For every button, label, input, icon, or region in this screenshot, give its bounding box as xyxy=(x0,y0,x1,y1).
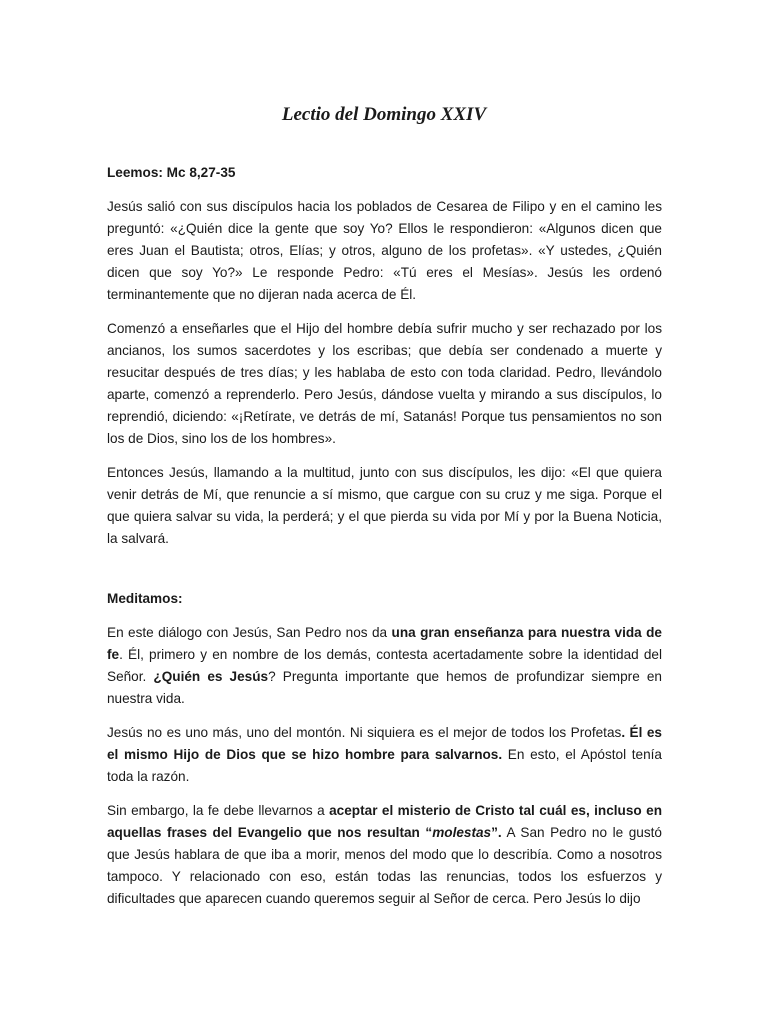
paragraph xyxy=(107,722,662,788)
text-run: En esto, el Apóstol tenía toda la razón. xyxy=(107,747,662,784)
text-run: Jesús no es uno más, uno del montón. Ni siquiera es el mejor de todos los Profetas xyxy=(107,725,622,740)
paragraph: Entonces Jesús, llamando a la multitud, junto con sus discípulos, les dijo: «El que quiera venir detrás de Mí, que renuncie a sí mismo, que cargue con su cruz y me siga. Porque el que quiera salvar su vida, la perderá; y el que pierda su vida por Mí y por la Buena Noticia, la salvará. xyxy=(107,465,662,546)
bold-text: ¿Quién es Jesús xyxy=(153,669,269,684)
italic-text: molestas xyxy=(432,825,492,840)
paragraph: Comenzó a enseñarles que el Hijo del hombre debía sufrir mucho y ser rechazado por los ancianos, los sumos sacerdotes y los escribas; que debía ser condenado a muerte y resucitar después de tres días; y les hablaba de esto con toda claridad. Pedro, llevándolo aparte, comenzó a reprenderlo. Pero Jesús, dándose vuelta y mirando a sus discípulos, lo reprendió, diciendo: «¡Retírate, ve detrás de mí, Satanás! Porque tus pensamientos no son los de Dios, sino los de los hombres». xyxy=(107,321,662,446)
paragraph xyxy=(107,800,662,910)
paragraph xyxy=(107,622,662,710)
bold-text: ”. xyxy=(491,825,502,840)
bold-text: . Él es el mismo Hijo de Dios que se hizo hombre para salvarnos. xyxy=(107,725,662,762)
section-heading-leemos: Leemos: Mc 8,27-35 xyxy=(107,165,236,180)
bold-italic-text xyxy=(432,825,491,840)
paragraph: Jesús salió con sus discípulos hacia los poblados de Cesarea de Filipo y en el camino les preguntó: «¿Quién dice la gente que soy Yo? Ellos le respondieron: «Algunos dicen que eres Juan el Bautista; otros, Elías; y otros, alguno de los profetas». «Y ustedes, ¿Quién dicen que soy Yo?» Le responde Pedro: «Tú eres el Mesías». Jesús les ordenó terminantemente que no dijeran nada acerca de Él. xyxy=(107,199,662,302)
document-title: Lectio del Domingo XXIV xyxy=(281,104,487,125)
text-run: En este diálogo con Jesús, San Pedro nos da xyxy=(107,625,392,640)
document-body xyxy=(107,162,662,922)
section-heading-meditamos: Meditamos: xyxy=(107,591,183,606)
bold-text: aceptar el misterio de Cristo tal cuál es, incluso en aquellas frases del Evangelio que nos resultan “ xyxy=(107,803,663,840)
text-run: . Él, primero y en nombre de los demás, contesta acertadamente sobre la identidad del Señor. xyxy=(107,647,662,684)
section-spacer xyxy=(107,562,662,588)
text-run: A San Pedro no le gustó que Jesús hablara de que iba a morir, menos del modo que lo describía. Como a nosotros tampoco. Y relacionado con eso, están todas las renuncias, todos los esfuerzos y dificultades que aparecen cuando queremos seguir al Señor de cerca. Pero Jesús lo dijo xyxy=(107,825,662,906)
text-run: ? Pregunta importante que hemos de profundizar siempre en nuestra vida. xyxy=(107,669,662,706)
text-run: Sin embargo, la fe debe llevarnos a xyxy=(107,803,330,818)
bold-text: una gran enseñanza para nuestra vida de fe xyxy=(107,625,662,662)
